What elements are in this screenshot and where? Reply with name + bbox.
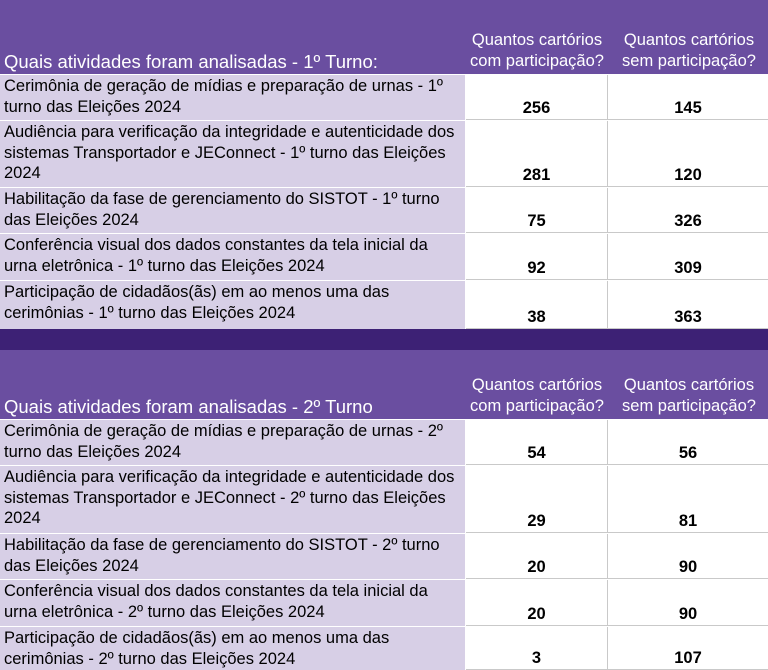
sem-value: 56 bbox=[678, 444, 698, 462]
turno2-row bbox=[0, 465, 768, 533]
com-cell bbox=[466, 234, 608, 280]
sem-value: 309 bbox=[674, 259, 702, 277]
section-divider bbox=[0, 329, 768, 350]
turno2-row bbox=[0, 533, 768, 579]
sem-value: 363 bbox=[674, 308, 702, 326]
sem-cell bbox=[608, 466, 768, 533]
turno2-col-com-header: Quantos cartórios com participação? bbox=[470, 376, 604, 415]
com-value: 281 bbox=[522, 166, 551, 184]
sem-value: 81 bbox=[678, 512, 698, 530]
row-label: Audiência para verificação da integridade e autenticidade dos sistemas Transportador e JEConnect - 2º turno das Eleições 2024 bbox=[0, 466, 466, 533]
sem-cell bbox=[608, 420, 768, 465]
turno1-col-com-header: Quantos cartórios com participação? bbox=[470, 31, 604, 70]
turno1-header bbox=[0, 0, 768, 74]
sem-cell bbox=[608, 580, 768, 626]
row-label: Conferência visual dos dados constantes da tela inicial da urna eletrônica - 1º turno das Eleições 2024 bbox=[0, 234, 466, 280]
sem-cell bbox=[608, 121, 768, 187]
row-label: Habilitação da fase de gerenciamento do SISTOT - 2º turno das Eleições 2024 bbox=[0, 534, 466, 579]
sem-value: 90 bbox=[678, 558, 698, 576]
com-value: 256 bbox=[522, 99, 551, 117]
com-cell bbox=[466, 466, 608, 533]
sem-value: 326 bbox=[674, 212, 702, 230]
com-cell bbox=[466, 420, 608, 465]
com-value: 20 bbox=[527, 605, 546, 623]
sem-cell bbox=[608, 188, 768, 233]
sem-cell bbox=[608, 75, 768, 120]
turno1-row bbox=[0, 120, 768, 187]
com-value: 54 bbox=[527, 444, 546, 462]
row-label: Participação de cidadãos(ãs) em ao menos uma das cerimônias - 2º turno das Eleições 2024 bbox=[0, 627, 466, 670]
turno2-col-sem-header: Quantos cartórios sem participação? bbox=[622, 376, 756, 415]
com-value: 92 bbox=[527, 259, 546, 277]
sem-cell bbox=[608, 234, 768, 280]
com-cell bbox=[466, 121, 608, 187]
row-label: Audiência para verificação da integridade e autenticidade dos sistemas Transportador e JEConnect - 1º turno das Eleições 2024 bbox=[0, 121, 466, 187]
turno1-row bbox=[0, 187, 768, 233]
turno1-col-sem-header: Quantos cartórios sem participação? bbox=[622, 31, 756, 70]
com-cell bbox=[466, 75, 608, 120]
com-cell bbox=[466, 281, 608, 329]
com-cell bbox=[466, 534, 608, 579]
turno2-row bbox=[0, 419, 768, 465]
sem-value: 107 bbox=[674, 649, 702, 667]
com-value: 38 bbox=[527, 308, 546, 326]
row-label: Conferência visual dos dados constantes da tela inicial da urna eletrônica - 2º turno das Eleições 2024 bbox=[0, 580, 466, 626]
sem-cell bbox=[608, 281, 768, 329]
com-value: 75 bbox=[527, 212, 546, 230]
sem-cell bbox=[608, 627, 768, 670]
com-value: 3 bbox=[531, 649, 542, 667]
turno2-row bbox=[0, 579, 768, 626]
turno2-row bbox=[0, 626, 768, 670]
com-cell bbox=[466, 188, 608, 233]
sem-cell bbox=[608, 534, 768, 579]
com-value: 20 bbox=[527, 558, 546, 576]
row-label: Cerimônia de geração de mídias e preparação de urnas - 2º turno das Eleições 2024 bbox=[0, 420, 466, 465]
row-label: Cerimônia de geração de mídias e preparação de urnas - 1º turno das Eleições 2024 bbox=[0, 75, 466, 120]
turno1-row bbox=[0, 280, 768, 329]
row-label: Participação de cidadãos(ãs) em ao menos uma das cerimônias - 1º turno das Eleições 2024 bbox=[0, 281, 466, 329]
com-cell bbox=[466, 627, 608, 670]
sem-value: 120 bbox=[674, 166, 702, 184]
sem-value: 90 bbox=[678, 605, 698, 623]
row-label: Habilitação da fase de gerenciamento do SISTOT - 1º turno das Eleições 2024 bbox=[0, 188, 466, 233]
com-cell bbox=[466, 580, 608, 626]
turno2-header bbox=[0, 350, 768, 419]
sem-value: 145 bbox=[674, 99, 702, 117]
com-value: 29 bbox=[527, 512, 546, 530]
turno2-title: Quais atividades foram analisadas - 2º Turno bbox=[4, 396, 373, 417]
turno1-row bbox=[0, 74, 768, 120]
turno1-title: Quais atividades foram analisadas - 1º Turno: bbox=[4, 51, 378, 72]
turno1-row bbox=[0, 233, 768, 280]
